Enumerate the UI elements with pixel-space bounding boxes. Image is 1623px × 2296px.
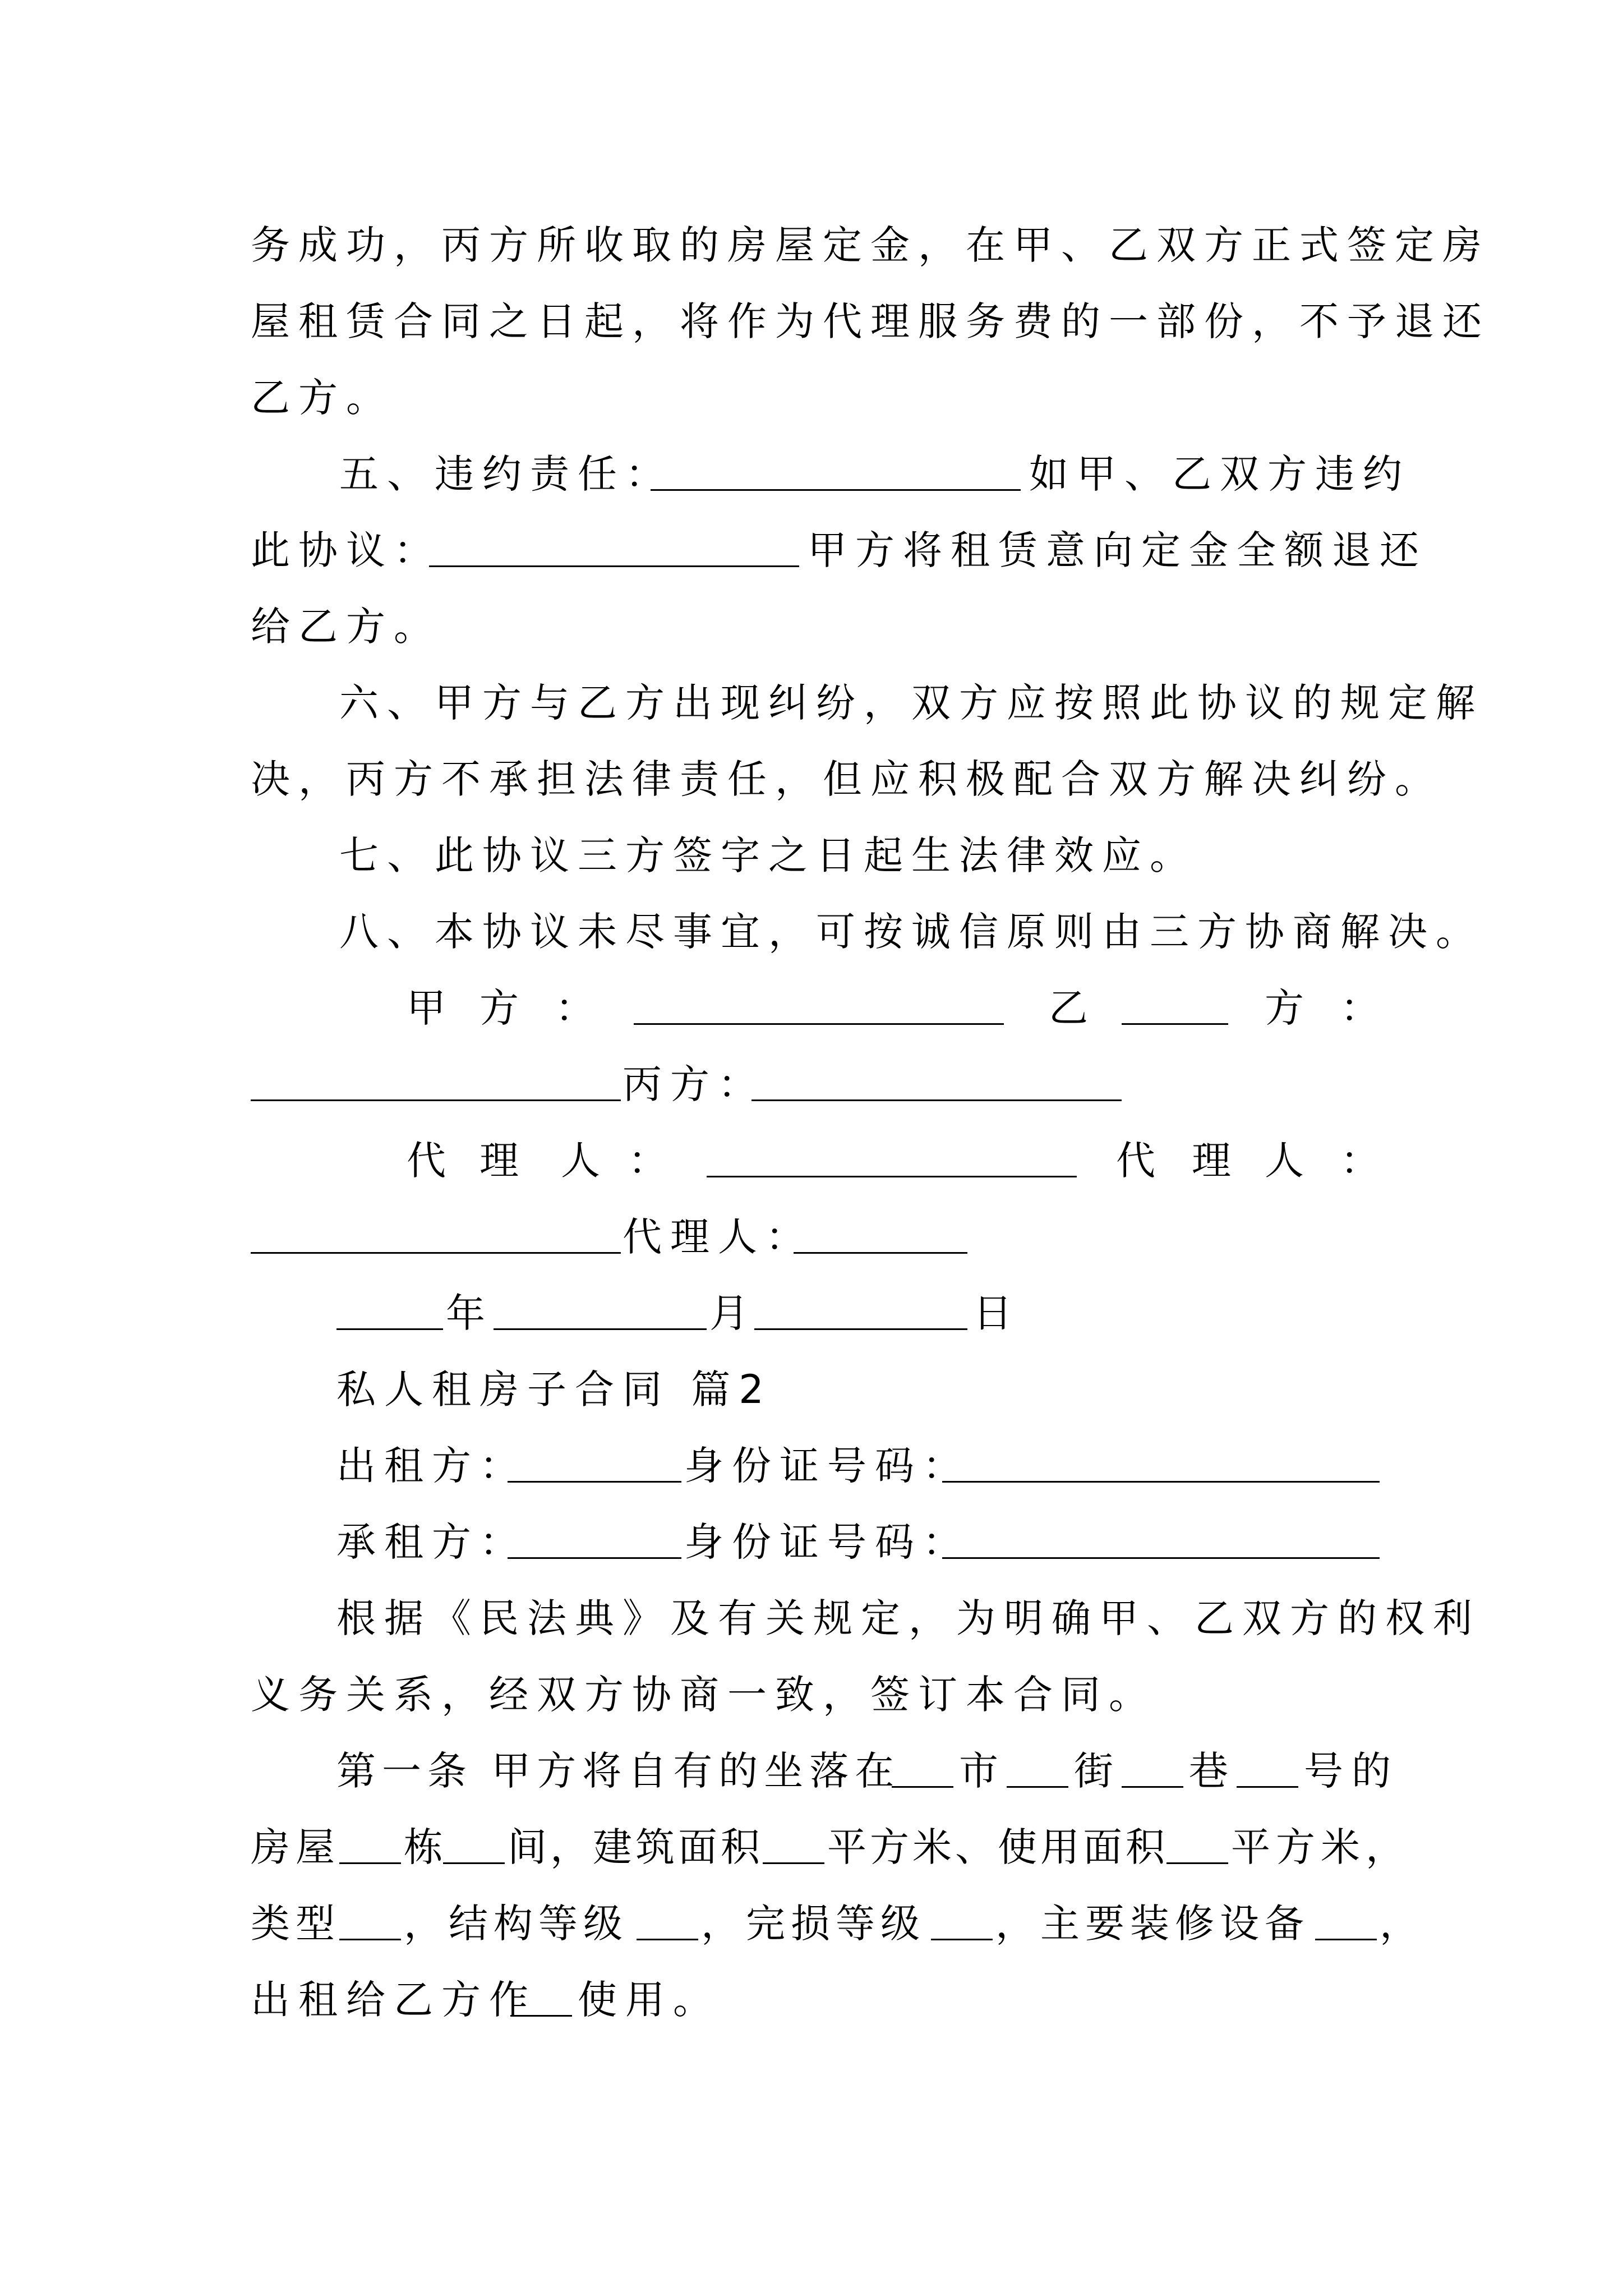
clause-5-heading: 五、违约责任： <box>339 451 673 497</box>
text-fragment: ，结构等级 <box>404 1901 628 1947</box>
agent-label: 代 <box>407 1138 454 1184</box>
lane-blank[interactable] <box>1122 1751 1183 1788</box>
text-fragment: 号的 <box>1304 1748 1399 1794</box>
text-fragment: ，完损等级 <box>701 1901 925 1947</box>
decoration-blank[interactable] <box>1315 1904 1377 1940</box>
lessee-id-blank[interactable] <box>942 1522 1380 1559</box>
agent-a-signature-blank[interactable] <box>707 1141 1077 1177</box>
agent-c-signature-blank[interactable] <box>794 1217 967 1254</box>
street-blank[interactable] <box>1007 1751 1068 1788</box>
text-fragment: 栋 <box>404 1824 451 1870</box>
text-line: 屋租赁合同之日起，将作为代理服务费的一部份，不予退还 <box>251 298 1490 344</box>
text-fragment: 类型 <box>251 1901 340 1947</box>
text-fragment: 甲方将租赁意向定金全额退还 <box>808 527 1427 573</box>
purpose-blank[interactable] <box>510 1980 572 2017</box>
preamble: 根据《民法典》及有关规定，为明确甲、乙双方的权利 <box>336 1595 1481 1641</box>
text-fragment: 出租给乙方作 <box>251 1977 537 2023</box>
text-fragment: ，主要装修设备 <box>995 1901 1310 1947</box>
clause-6: 六、甲方与乙方出现纠纷，双方应按照此协议的规定解 <box>339 680 1483 726</box>
agent-label: 代 <box>1116 1138 1164 1184</box>
fill-in-blank[interactable] <box>429 531 799 567</box>
agent-label: 理 <box>479 1138 527 1184</box>
text-fragment: 街 <box>1074 1748 1122 1794</box>
section-title: 私人租房子合同 篇2 <box>336 1366 772 1412</box>
text-line: 乙方。 <box>251 375 394 421</box>
text-fragment: 间，建筑面积 <box>508 1824 763 1870</box>
usable-area-blank[interactable] <box>1166 1828 1228 1864</box>
party-b-label: 乙 <box>1049 985 1096 1031</box>
agent-label: 人 <box>1265 1138 1312 1184</box>
room-blank[interactable] <box>443 1828 505 1864</box>
year-blank[interactable] <box>336 1294 443 1330</box>
structure-grade-blank[interactable] <box>637 1904 698 1940</box>
text-fragment: 平方米、使用面积 <box>827 1824 1168 1870</box>
condition-grade-blank[interactable] <box>931 1904 993 1940</box>
party-c-signature-blank[interactable] <box>751 1065 1122 1101</box>
text-fragment: 使用。 <box>578 1977 721 2023</box>
text-line: 义务关系，经双方协商一致，签订本合同。 <box>251 1672 1156 1718</box>
fill-in-blank[interactable] <box>651 454 1021 491</box>
month-label: 月 <box>709 1290 757 1336</box>
agent-label: ： <box>1340 1138 1388 1184</box>
party-b-label: 方 <box>1265 985 1312 1031</box>
text-fragment: ， <box>1380 1901 1427 1947</box>
party-a-label: ： <box>555 985 603 1031</box>
party-a-label: 方 <box>479 985 527 1031</box>
agent-label: ： <box>628 1138 676 1184</box>
lessor-name-blank[interactable] <box>508 1446 681 1483</box>
party-a-signature-blank[interactable] <box>634 988 1004 1025</box>
lessee-label: 承租方： <box>336 1519 527 1565</box>
party-a-label: 甲 <box>407 985 454 1031</box>
clause-8: 八、本协议未尽事宜，可按诚信原则由三方协商解决。 <box>339 909 1483 955</box>
party-b-signature-blank[interactable] <box>251 1065 621 1101</box>
agent-label: 理 <box>1192 1138 1239 1184</box>
agent-label: 人 <box>561 1138 608 1184</box>
text-fragment: 市 <box>959 1748 1007 1794</box>
month-blank[interactable] <box>494 1294 707 1330</box>
text-line: 给乙方。 <box>251 604 441 650</box>
floor-area-blank[interactable] <box>763 1828 824 1864</box>
lessor-id-blank[interactable] <box>942 1446 1380 1483</box>
building-blank[interactable] <box>339 1828 401 1864</box>
clause-7: 七、此协议三方签字之日起生法律效应。 <box>339 832 1197 878</box>
day-label: 日 <box>973 1290 1021 1336</box>
text-fragment: 如甲、乙双方违约 <box>1029 451 1410 497</box>
party-b-label: ： <box>1340 985 1388 1031</box>
day-blank[interactable] <box>754 1294 967 1330</box>
number-blank[interactable] <box>1237 1751 1298 1788</box>
city-blank[interactable] <box>892 1751 953 1788</box>
fill-in-blank[interactable] <box>1122 988 1228 1025</box>
lessee-name-blank[interactable] <box>508 1522 681 1559</box>
agent-c-label: 代理人： <box>623 1214 813 1260</box>
text-fragment: 此协议： <box>251 527 441 573</box>
lessor-label: 出租方： <box>336 1443 527 1489</box>
text-fragment: 房屋 <box>251 1824 340 1870</box>
year-label: 年 <box>446 1290 494 1336</box>
type-blank[interactable] <box>339 1904 401 1940</box>
agent-b-signature-blank[interactable] <box>251 1217 621 1254</box>
id-number-label: 身份证号码： <box>684 1443 970 1489</box>
text-line: 务成功，丙方所收取的房屋定金，在甲、乙双方正式签定房 <box>251 222 1490 268</box>
party-c-label: 丙方： <box>623 1061 766 1107</box>
text-line: 决，丙方不承担法律责任，但应积极配合双方解决纠纷。 <box>251 756 1442 802</box>
article-1: 第一条 甲方将自有的坐落在 <box>336 1748 901 1794</box>
text-fragment: 巷 <box>1189 1748 1237 1794</box>
id-number-label: 身份证号码： <box>684 1519 970 1565</box>
text-fragment: 平方米， <box>1231 1824 1410 1870</box>
